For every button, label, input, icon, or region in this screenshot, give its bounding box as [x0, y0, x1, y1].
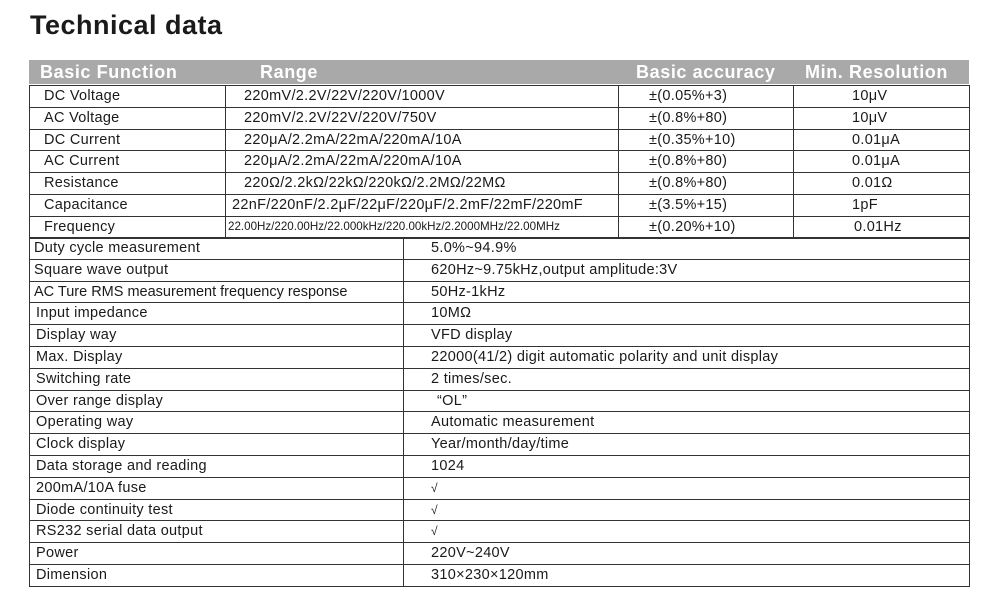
- function-resolution: 0.01Hz: [794, 216, 970, 238]
- table-row: [30, 455, 970, 477]
- spec-label: Display way: [30, 325, 404, 347]
- function-range: 220μA/2.2mA/22mA/220mA/10A: [226, 129, 619, 151]
- table-row: [30, 107, 970, 129]
- spec-value: 310×230×120mm: [404, 564, 970, 586]
- function-accuracy: ±(3.5%+15): [619, 194, 794, 216]
- spec-value: 620Hz~9.75kHz,output amplitude:3V: [404, 259, 970, 281]
- spec-value: VFD display: [404, 325, 970, 347]
- table-row: [30, 238, 970, 260]
- table-row: [30, 194, 970, 216]
- page-title: Technical data: [30, 10, 223, 40]
- table-row: [30, 477, 970, 499]
- function-name: Resistance: [30, 173, 226, 195]
- spec-label: Clock display: [30, 434, 404, 456]
- function-name: AC Current: [30, 151, 226, 173]
- function-name: DC Current: [30, 129, 226, 151]
- check-mark-icon: √: [404, 499, 970, 521]
- function-range: 22.00Hz/220.00Hz/22.000kHz/220.00kHz/2.2000MHz/22.00MHz: [226, 216, 619, 238]
- spec-value: 50Hz-1kHz: [404, 281, 970, 303]
- table-row: [30, 564, 970, 586]
- header-basic-accuracy: Basic accuracy: [636, 62, 776, 82]
- spec-value: 5.0%~94.9%: [404, 238, 970, 260]
- table-row: [30, 151, 970, 173]
- function-range: 220μA/2.2mA/22mA/220mA/10A: [226, 151, 619, 173]
- table-header: [29, 60, 969, 84]
- function-resolution: 10μV: [794, 107, 970, 129]
- table-row: [30, 303, 970, 325]
- table-row: [30, 281, 970, 303]
- spec-label: 200mA/10A fuse: [30, 477, 404, 499]
- table-row: [30, 325, 970, 347]
- header-min-resolution: Min. Resolution: [805, 62, 948, 82]
- table-row: [30, 216, 970, 238]
- spec-label: Diode continuity test: [30, 499, 404, 521]
- table-row: [30, 259, 970, 281]
- function-accuracy: ±(0.8%+80): [619, 107, 794, 129]
- function-name: Capacitance: [30, 194, 226, 216]
- spec-value: 1024: [404, 455, 970, 477]
- function-accuracy: ±(0.8%+80): [619, 151, 794, 173]
- spec-label: AC Ture RMS measurement frequency response: [30, 281, 404, 303]
- function-name: Frequency: [30, 216, 226, 238]
- header-range: Range: [260, 62, 319, 82]
- spec-value: Automatic measurement: [404, 412, 970, 434]
- function-accuracy: ±(0.20%+10): [619, 216, 794, 238]
- function-accuracy: ±(0.05%+3): [619, 86, 794, 108]
- function-name: AC Voltage: [30, 107, 226, 129]
- spec-value: 2 times/sec.: [404, 368, 970, 390]
- function-range: 220mV/2.2V/22V/220V/1000V: [226, 86, 619, 108]
- table-row: [30, 412, 970, 434]
- spec-label: Power: [30, 543, 404, 565]
- spec-table: [29, 237, 970, 587]
- table-row: [30, 346, 970, 368]
- table-row: [30, 368, 970, 390]
- spec-value: “OL”: [404, 390, 970, 412]
- spec-label: Operating way: [30, 412, 404, 434]
- function-resolution: 0.01Ω: [794, 173, 970, 195]
- check-mark-icon: √: [404, 477, 970, 499]
- table-row: [30, 86, 970, 108]
- function-resolution: 10μV: [794, 86, 970, 108]
- function-range: 220Ω/2.2kΩ/22kΩ/220kΩ/2.2MΩ/22MΩ: [226, 173, 619, 195]
- function-name: DC Voltage: [30, 86, 226, 108]
- table-row: [30, 390, 970, 412]
- spec-label: Duty cycle measurement: [30, 238, 404, 260]
- spec-value: Year/month/day/time: [404, 434, 970, 456]
- function-range: 22nF/220nF/2.2μF/22μF/220μF/2.2mF/22mF/220mF: [226, 194, 619, 216]
- spec-value: 22000(41/2) digit automatic polarity and unit display: [404, 346, 970, 368]
- spec-label: Max. Display: [30, 346, 404, 368]
- spec-label: Over range display: [30, 390, 404, 412]
- table-row: [30, 434, 970, 456]
- table-row: [30, 173, 970, 195]
- spec-value: 10MΩ: [404, 303, 970, 325]
- function-resolution: 0.01μA: [794, 151, 970, 173]
- spec-label: Square wave output: [30, 259, 404, 281]
- function-resolution: 1pF: [794, 194, 970, 216]
- spec-label: Data storage and reading: [30, 455, 404, 477]
- table-row: [30, 499, 970, 521]
- table-row: [30, 543, 970, 565]
- function-resolution: 0.01μA: [794, 129, 970, 151]
- spec-value: 220V~240V: [404, 543, 970, 565]
- spec-label: Input impedance: [30, 303, 404, 325]
- function-table: [29, 85, 970, 239]
- header-basic-function: Basic Function: [40, 62, 178, 82]
- function-accuracy: ±(0.8%+80): [619, 173, 794, 195]
- table-row: [30, 129, 970, 151]
- table-row: [30, 521, 970, 543]
- check-mark-icon: √: [404, 521, 970, 543]
- function-range: 220mV/2.2V/22V/220V/750V: [226, 107, 619, 129]
- function-accuracy: ±(0.35%+10): [619, 129, 794, 151]
- spec-label: Dimension: [30, 564, 404, 586]
- spec-label: RS232 serial data output: [30, 521, 404, 543]
- spec-label: Switching rate: [30, 368, 404, 390]
